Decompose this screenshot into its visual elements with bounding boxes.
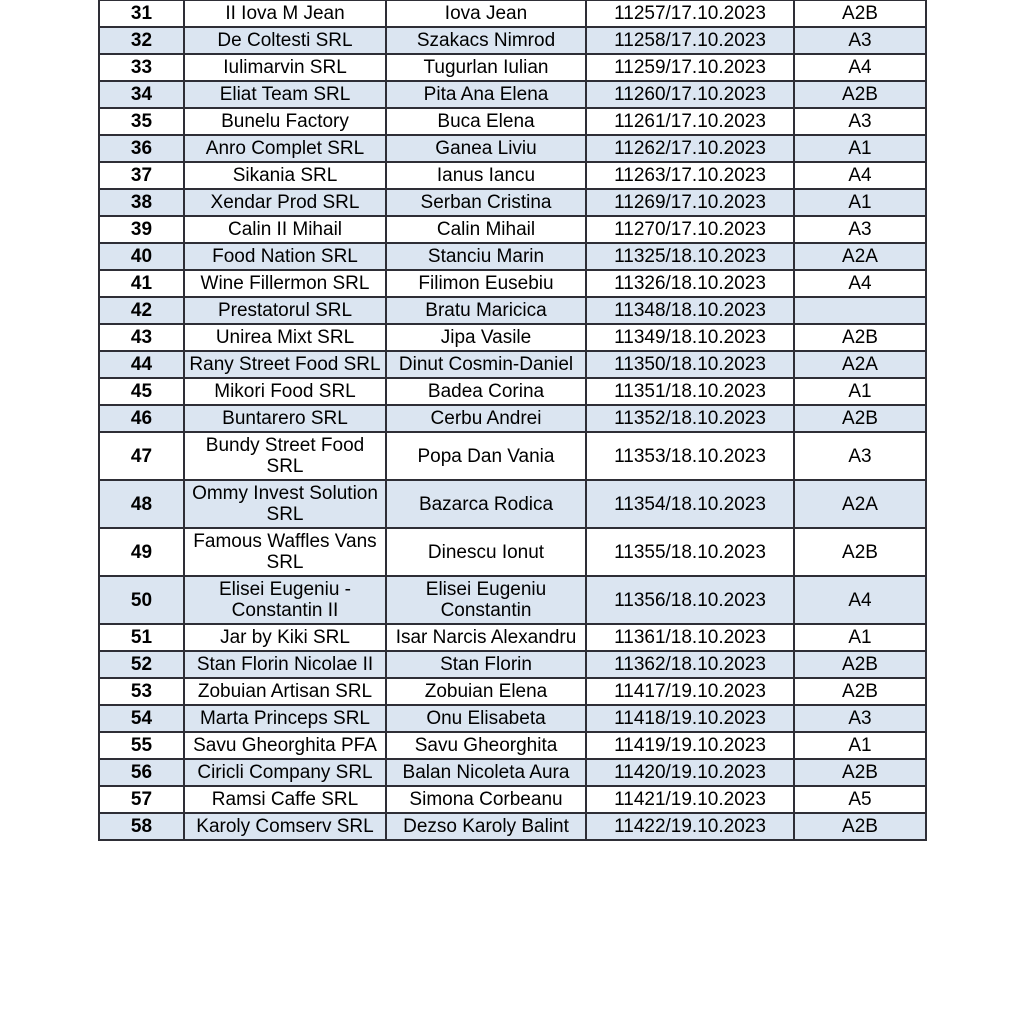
row-index-cell: 58 xyxy=(99,813,184,840)
code-cell: A1 xyxy=(794,624,926,651)
code-cell: A2B xyxy=(794,81,926,108)
row-index-cell: 41 xyxy=(99,270,184,297)
registration-cell: 11418/19.10.2023 xyxy=(586,705,794,732)
company-cell: Ramsi Caffe SRL xyxy=(184,786,386,813)
row-index-cell: 43 xyxy=(99,324,184,351)
table-row xyxy=(99,189,926,216)
registration-cell: 11326/18.10.2023 xyxy=(586,270,794,297)
person-cell: Filimon Eusebiu xyxy=(386,270,586,297)
row-index-cell: 37 xyxy=(99,162,184,189)
registration-table xyxy=(98,0,927,841)
company-cell: Zobuian Artisan SRL xyxy=(184,678,386,705)
table-row xyxy=(99,324,926,351)
registration-cell: 11325/18.10.2023 xyxy=(586,243,794,270)
company-cell: Anro Complet SRL xyxy=(184,135,386,162)
row-index-cell: 39 xyxy=(99,216,184,243)
table-row xyxy=(99,759,926,786)
table-row xyxy=(99,378,926,405)
code-cell: A4 xyxy=(794,576,926,624)
registration-cell: 11419/19.10.2023 xyxy=(586,732,794,759)
company-cell: Prestatorul SRL xyxy=(184,297,386,324)
table-row xyxy=(99,576,926,624)
company-cell: Rany Street Food SRL xyxy=(184,351,386,378)
company-cell: II Iova M Jean xyxy=(184,0,386,27)
person-cell: Isar Narcis Alexandru xyxy=(386,624,586,651)
registration-cell: 11417/19.10.2023 xyxy=(586,678,794,705)
registration-cell: 11350/18.10.2023 xyxy=(586,351,794,378)
person-cell: Onu Elisabeta xyxy=(386,705,586,732)
table-row xyxy=(99,624,926,651)
company-cell: Mikori Food SRL xyxy=(184,378,386,405)
company-cell: Iulimarvin SRL xyxy=(184,54,386,81)
table-row xyxy=(99,297,926,324)
code-cell: A2B xyxy=(794,0,926,27)
registration-cell: 11362/18.10.2023 xyxy=(586,651,794,678)
person-cell: Bazarca Rodica xyxy=(386,480,586,528)
table-row xyxy=(99,135,926,162)
code-cell: A2B xyxy=(794,324,926,351)
person-cell: Savu Gheorghita xyxy=(386,732,586,759)
code-cell: A1 xyxy=(794,732,926,759)
code-cell: A4 xyxy=(794,270,926,297)
company-cell: Ciricli Company SRL xyxy=(184,759,386,786)
company-cell: Bunelu Factory xyxy=(184,108,386,135)
row-index-cell: 56 xyxy=(99,759,184,786)
table-row xyxy=(99,432,926,480)
row-index-cell: 42 xyxy=(99,297,184,324)
company-cell: Wine Fillermon SRL xyxy=(184,270,386,297)
table-row xyxy=(99,108,926,135)
row-index-cell: 34 xyxy=(99,81,184,108)
row-index-cell: 36 xyxy=(99,135,184,162)
person-cell: Pita Ana Elena xyxy=(386,81,586,108)
table-row xyxy=(99,81,926,108)
code-cell: A3 xyxy=(794,705,926,732)
code-cell: A3 xyxy=(794,108,926,135)
code-cell: A2A xyxy=(794,351,926,378)
row-index-cell: 38 xyxy=(99,189,184,216)
person-cell: Buca Elena xyxy=(386,108,586,135)
row-index-cell: 47 xyxy=(99,432,184,480)
code-cell: A2B xyxy=(794,405,926,432)
company-cell: Eliat Team SRL xyxy=(184,81,386,108)
person-cell: Stan Florin xyxy=(386,651,586,678)
code-cell: A1 xyxy=(794,378,926,405)
registration-cell: 11354/18.10.2023 xyxy=(586,480,794,528)
registration-cell: 11348/18.10.2023 xyxy=(586,297,794,324)
table-row xyxy=(99,705,926,732)
code-cell: A1 xyxy=(794,135,926,162)
company-cell: Karoly Comserv SRL xyxy=(184,813,386,840)
table-row xyxy=(99,54,926,81)
table-row xyxy=(99,528,926,576)
person-cell: Cerbu Andrei xyxy=(386,405,586,432)
company-cell: Stan Florin Nicolae II xyxy=(184,651,386,678)
company-cell: Sikania SRL xyxy=(184,162,386,189)
row-index-cell: 45 xyxy=(99,378,184,405)
company-cell: Jar by Kiki SRL xyxy=(184,624,386,651)
code-cell xyxy=(794,297,926,324)
code-cell: A2B xyxy=(794,759,926,786)
company-cell: Buntarero SRL xyxy=(184,405,386,432)
person-cell: Ianus Iancu xyxy=(386,162,586,189)
row-index-cell: 35 xyxy=(99,108,184,135)
registration-cell: 11263/17.10.2023 xyxy=(586,162,794,189)
row-index-cell: 50 xyxy=(99,576,184,624)
code-cell: A2A xyxy=(794,243,926,270)
person-cell: Simona Corbeanu xyxy=(386,786,586,813)
registration-cell: 11422/19.10.2023 xyxy=(586,813,794,840)
person-cell: Popa Dan Vania xyxy=(386,432,586,480)
row-index-cell: 40 xyxy=(99,243,184,270)
person-cell: Stanciu Marin xyxy=(386,243,586,270)
registration-table-body xyxy=(99,0,926,840)
person-cell: Dezso Karoly Balint xyxy=(386,813,586,840)
person-cell: Serban Cristina xyxy=(386,189,586,216)
row-index-cell: 54 xyxy=(99,705,184,732)
registration-cell: 11269/17.10.2023 xyxy=(586,189,794,216)
registration-cell: 11351/18.10.2023 xyxy=(586,378,794,405)
registration-cell: 11258/17.10.2023 xyxy=(586,27,794,54)
registration-cell: 11356/18.10.2023 xyxy=(586,576,794,624)
code-cell: A4 xyxy=(794,54,926,81)
company-cell: Marta Princeps SRL xyxy=(184,705,386,732)
row-index-cell: 32 xyxy=(99,27,184,54)
registration-cell: 11261/17.10.2023 xyxy=(586,108,794,135)
person-cell: Dinut Cosmin-Daniel xyxy=(386,351,586,378)
registration-cell: 11352/18.10.2023 xyxy=(586,405,794,432)
table-row xyxy=(99,651,926,678)
person-cell: Iova Jean xyxy=(386,0,586,27)
code-cell: A2A xyxy=(794,480,926,528)
company-cell: Unirea Mixt SRL xyxy=(184,324,386,351)
table-row xyxy=(99,243,926,270)
registration-cell: 11257/17.10.2023 xyxy=(586,0,794,27)
company-cell: Calin II Mihail xyxy=(184,216,386,243)
company-cell: Elisei Eugeniu - Constantin II xyxy=(184,576,386,624)
registration-cell: 11421/19.10.2023 xyxy=(586,786,794,813)
table-row xyxy=(99,216,926,243)
registration-cell: 11353/18.10.2023 xyxy=(586,432,794,480)
registration-cell: 11355/18.10.2023 xyxy=(586,528,794,576)
table-row xyxy=(99,0,926,27)
person-cell: Badea Corina xyxy=(386,378,586,405)
row-index-cell: 57 xyxy=(99,786,184,813)
registration-cell: 11259/17.10.2023 xyxy=(586,54,794,81)
table-container xyxy=(98,0,930,860)
row-index-cell: 49 xyxy=(99,528,184,576)
person-cell: Tugurlan Iulian xyxy=(386,54,586,81)
registration-cell: 11361/18.10.2023 xyxy=(586,624,794,651)
code-cell: A2B xyxy=(794,528,926,576)
code-cell: A3 xyxy=(794,27,926,54)
row-index-cell: 31 xyxy=(99,0,184,27)
code-cell: A4 xyxy=(794,162,926,189)
table-row xyxy=(99,270,926,297)
code-cell: A3 xyxy=(794,432,926,480)
row-index-cell: 48 xyxy=(99,480,184,528)
table-row xyxy=(99,732,926,759)
row-index-cell: 52 xyxy=(99,651,184,678)
person-cell: Jipa Vasile xyxy=(386,324,586,351)
company-cell: Savu Gheorghita PFA xyxy=(184,732,386,759)
registration-cell: 11349/18.10.2023 xyxy=(586,324,794,351)
table-row xyxy=(99,786,926,813)
company-cell: De Coltesti SRL xyxy=(184,27,386,54)
row-index-cell: 46 xyxy=(99,405,184,432)
table-row xyxy=(99,480,926,528)
person-cell: Zobuian Elena xyxy=(386,678,586,705)
code-cell: A3 xyxy=(794,216,926,243)
table-row xyxy=(99,351,926,378)
person-cell: Dinescu Ionut xyxy=(386,528,586,576)
registration-cell: 11270/17.10.2023 xyxy=(586,216,794,243)
registration-cell: 11420/19.10.2023 xyxy=(586,759,794,786)
person-cell: Balan Nicoleta Aura xyxy=(386,759,586,786)
company-cell: Famous Waffles Vans SRL xyxy=(184,528,386,576)
person-cell: Elisei Eugeniu Constantin xyxy=(386,576,586,624)
row-index-cell: 55 xyxy=(99,732,184,759)
registration-cell: 11262/17.10.2023 xyxy=(586,135,794,162)
table-row xyxy=(99,678,926,705)
table-row xyxy=(99,162,926,189)
person-cell: Ganea Liviu xyxy=(386,135,586,162)
row-index-cell: 44 xyxy=(99,351,184,378)
company-cell: Xendar Prod SRL xyxy=(184,189,386,216)
row-index-cell: 33 xyxy=(99,54,184,81)
table-row xyxy=(99,813,926,840)
person-cell: Calin Mihail xyxy=(386,216,586,243)
row-index-cell: 51 xyxy=(99,624,184,651)
code-cell: A2B xyxy=(794,678,926,705)
code-cell: A1 xyxy=(794,189,926,216)
company-cell: Bundy Street Food SRL xyxy=(184,432,386,480)
code-cell: A2B xyxy=(794,651,926,678)
code-cell: A5 xyxy=(794,786,926,813)
table-row xyxy=(99,27,926,54)
person-cell: Szakacs Nimrod xyxy=(386,27,586,54)
table-row xyxy=(99,405,926,432)
registration-cell: 11260/17.10.2023 xyxy=(586,81,794,108)
row-index-cell: 53 xyxy=(99,678,184,705)
person-cell: Bratu Maricica xyxy=(386,297,586,324)
company-cell: Food Nation SRL xyxy=(184,243,386,270)
code-cell: A2B xyxy=(794,813,926,840)
company-cell: Ommy Invest Solution SRL xyxy=(184,480,386,528)
